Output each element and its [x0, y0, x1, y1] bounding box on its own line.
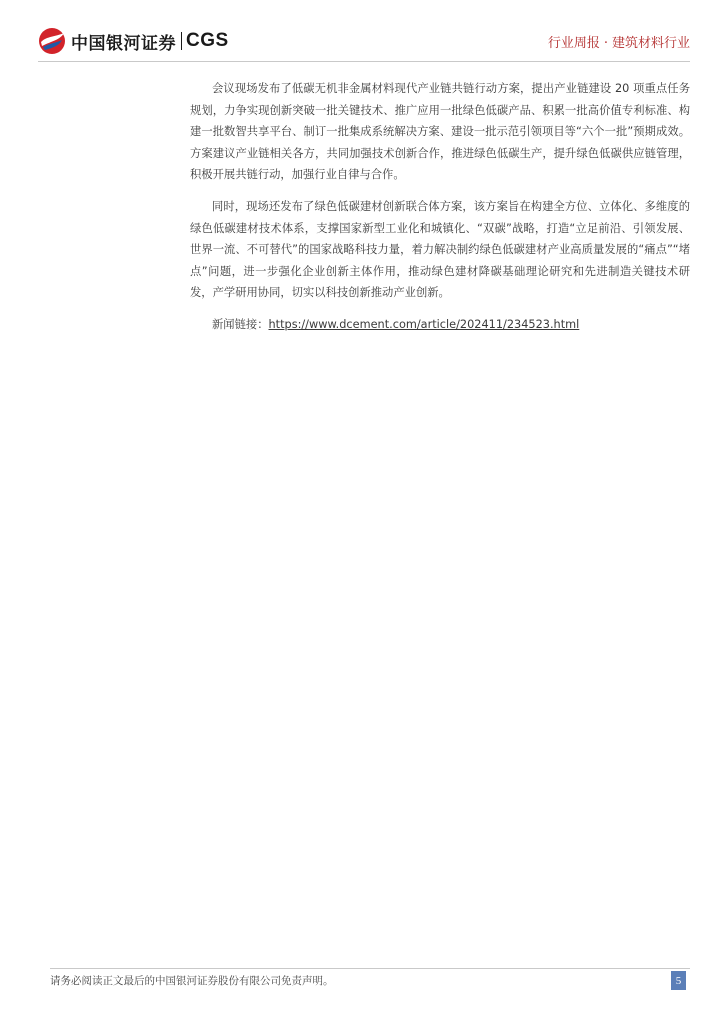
paragraph-action-plan: 会议现场发布了低碳无机非金属材料现代产业链共链行动方案，提出产业链建设 20 项重点任务规划，力争实现创新突破一批关键技术、推广应用一批绿色低碳产品、积累一批高价值专利标准、构建一批数智共享平台、制订一批集成系统解决方案、建设一批示范引领项目等“六个一批”预期成效。方案建议产业链相关各方，共同加强技术创新合作，推进绿色低碳生产，提升绿色低碳供应链管理，积极开展共链行动，加强行业自律与合作。 [190, 82, 690, 182]
report-type: 行业周报 [547, 36, 600, 51]
paragraph-innovation-consortium: 同时，现场还发布了绿色低碳建材创新联合体方案，该方案旨在构建全方位、立体化、多维度的绿色低碳建材技术体系，支撑国家新型工业化和城镇化、“双碳”战略，打造“立足前沿、引领发展、世界一流、不可替代”的国家战略科技力量，着力解决制约绿色低碳建材产业高质量发展的“痛点”“堵点”问题，进一步强化企业创新主体作用，推动绿色建材降碳基础理论研究和先进制造关键技术研发，产学研用协同，切实以科技创新推动产业创新。 [190, 199, 690, 300]
page-number: 5 [671, 971, 686, 990]
industry-name: 建筑材料行业 [611, 36, 690, 51]
logo-english-name: CGS [186, 30, 229, 51]
footer-disclaimer: 请务必阅读正文最后的中国银河证券股份有限公司免责声明。 [50, 975, 334, 987]
header-divider [38, 61, 690, 62]
cgs-logo-icon [38, 27, 66, 55]
logo-chinese-name: 中国银河证券 [71, 33, 176, 54]
logo-divider [181, 32, 182, 50]
company-logo [38, 27, 229, 55]
report-category [548, 32, 690, 51]
news-link-label: 新闻链接： [212, 317, 269, 331]
footer-divider [50, 968, 690, 969]
news-link[interactable]: https://www.dcement.com/article/202411/234523.html [268, 317, 580, 331]
header-separator: · [603, 36, 608, 51]
page-header [0, 0, 724, 62]
news-link-row [190, 314, 690, 336]
main-content [190, 78, 690, 336]
